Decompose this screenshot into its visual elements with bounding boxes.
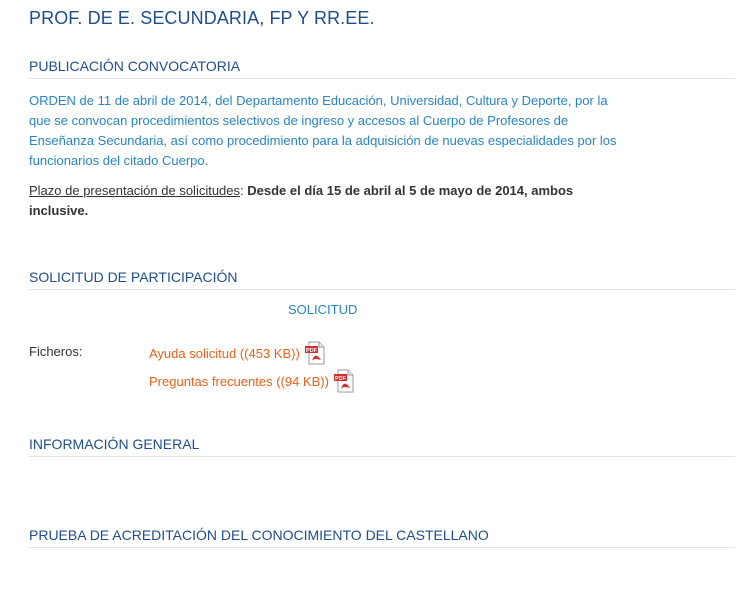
svg-text:PDF: PDF: [305, 347, 317, 354]
deadline-value: Desde el día 15 de abril al 5 de mayo de 2014, ambos inclusive.: [29, 183, 574, 218]
pdf-icon[interactable]: [333, 369, 357, 393]
page-title: PROF. DE E. SECUNDARIA, FP Y RR.EE.: [29, 8, 375, 28]
section-heading-prueba: PRUEBA DE ACREDITACIÓN DEL CONOCIMIENTO DEL CASTELLANO: [29, 527, 735, 548]
pdf-icon[interactable]: [304, 341, 328, 365]
file-link-preguntas-frecuentes[interactable]: Preguntas frecuentes ((94 KB)): [149, 373, 329, 389]
files-label: Ficheros:: [29, 344, 83, 359]
file-row-ayuda: [149, 341, 328, 365]
file-row-preguntas: [149, 369, 357, 393]
file-link-ayuda-solicitud[interactable]: Ayuda solicitud ((453 KB)): [149, 345, 300, 361]
section-heading-publicacion: PUBLICACIÓN CONVOCATORIA: [29, 58, 735, 79]
order-text[interactable]: ORDEN de 11 de abril de 2014, del Departamento Educación, Universidad, Cultura y Deporte, por la que se convocan procedimientos selectivos de ingreso y accesos al Cuerpo de Profesores de Enseñanza Secundaria, así como procedimiento para la adquisición de nuevas especialidades por los funcionarios del citado Cuerpo.: [29, 93, 617, 168]
section-heading-informacion: INFORMACIÓN GENERAL: [29, 436, 735, 457]
deadline-separator: :: [240, 183, 248, 198]
deadline-paragraph: [29, 181, 629, 221]
svg-text:PDF: PDF: [334, 375, 346, 382]
deadline-label: Plazo de presentación de solicitudes: [29, 183, 241, 198]
section-heading-solicitud: SOLICITUD DE PARTICIPACIÓN: [29, 269, 735, 290]
solicitud-link[interactable]: SOLICITUD: [288, 302, 358, 317]
